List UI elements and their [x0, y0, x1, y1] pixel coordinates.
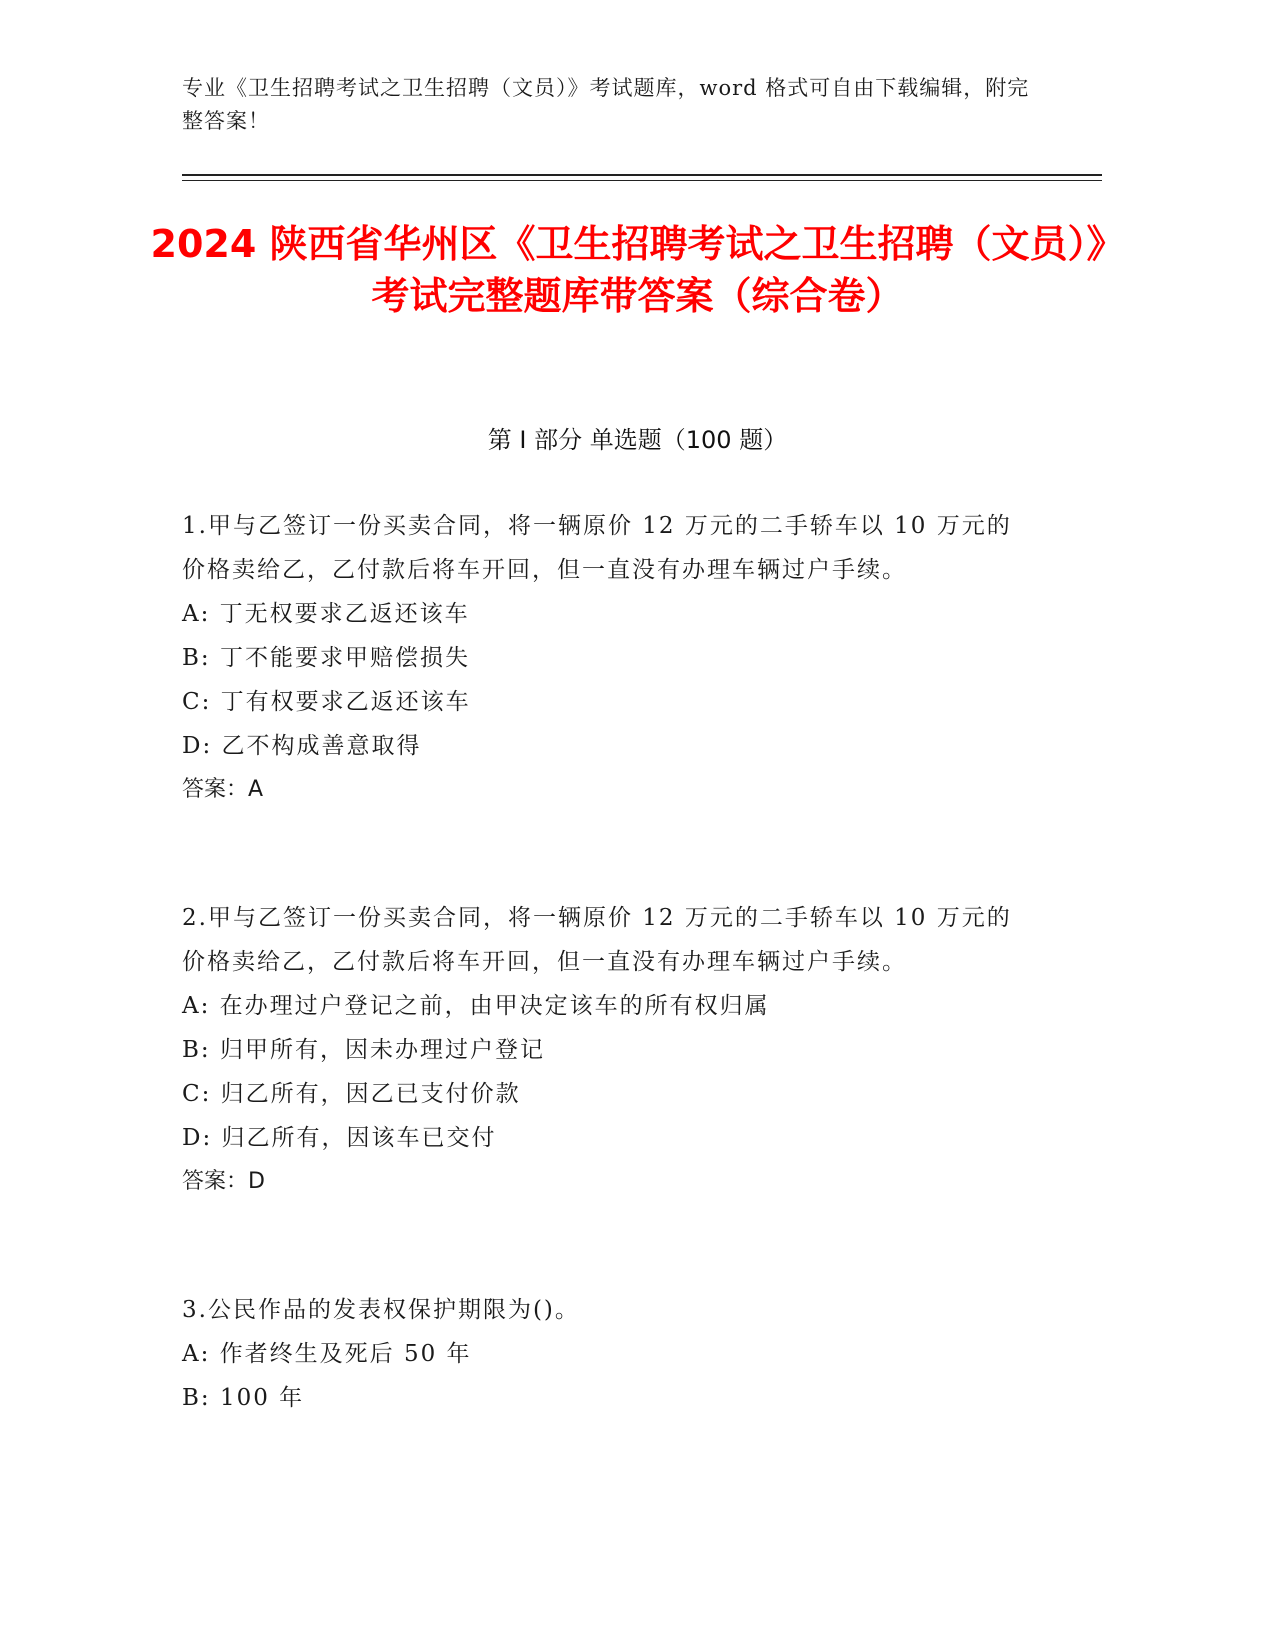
question-2 [182, 896, 1032, 1204]
header-divider-thin [182, 180, 1102, 181]
answer: 答案：A [182, 777, 264, 802]
option-b: B: 丁不能要求甲赔偿损失 [182, 645, 470, 671]
question-stem: 2.甲与乙签订一份买卖合同，将一辆原价 12 万元的二手轿车以 10 万元的价格卖给乙，乙付款后将车开回，但一直没有办理车辆过户手续。 [182, 905, 1012, 975]
question-stem: 1.甲与乙签订一份买卖合同，将一辆原价 12 万元的二手轿车以 10 万元的价格卖给乙，乙付款后将车开回，但一直没有办理车辆过户手续。 [182, 513, 1012, 583]
option-a: A: 在办理过户登记之前，由甲决定该车的所有权归属 [182, 993, 770, 1019]
question-3 [182, 1288, 1032, 1420]
document-title: 2024 陕西省华州区《卫生招聘考试之卫生招聘（文员）》考试完整题库带答案（综合卷） [150, 222, 1125, 318]
option-a: A: 作者终生及死后 50 年 [182, 1341, 472, 1367]
header-note: 专业《卫生招聘考试之卫生招聘（文员）》考试题库，word 格式可自由下载编辑，附完整答案！ [182, 76, 1030, 133]
option-d: D: 乙不构成善意取得 [182, 733, 422, 759]
section-heading: 第 I 部分 单选题（100 题） [487, 426, 788, 454]
option-b: B: 归甲所有，因未办理过户登记 [182, 1037, 545, 1063]
header-divider-thick [182, 174, 1102, 176]
option-c: C: 丁有权要求乙返还该车 [182, 689, 471, 715]
option-c: C: 归乙所有，因乙已支付价款 [182, 1081, 521, 1107]
option-b: B: 100 年 [182, 1385, 305, 1411]
option-d: D: 归乙所有，因该车已交付 [182, 1125, 497, 1151]
answer: 答案：D [182, 1169, 265, 1194]
option-a: A: 丁无权要求乙返还该车 [182, 601, 470, 627]
question-stem: 3.公民作品的发表权保护期限为()。 [182, 1297, 580, 1323]
question-1 [182, 504, 1032, 812]
